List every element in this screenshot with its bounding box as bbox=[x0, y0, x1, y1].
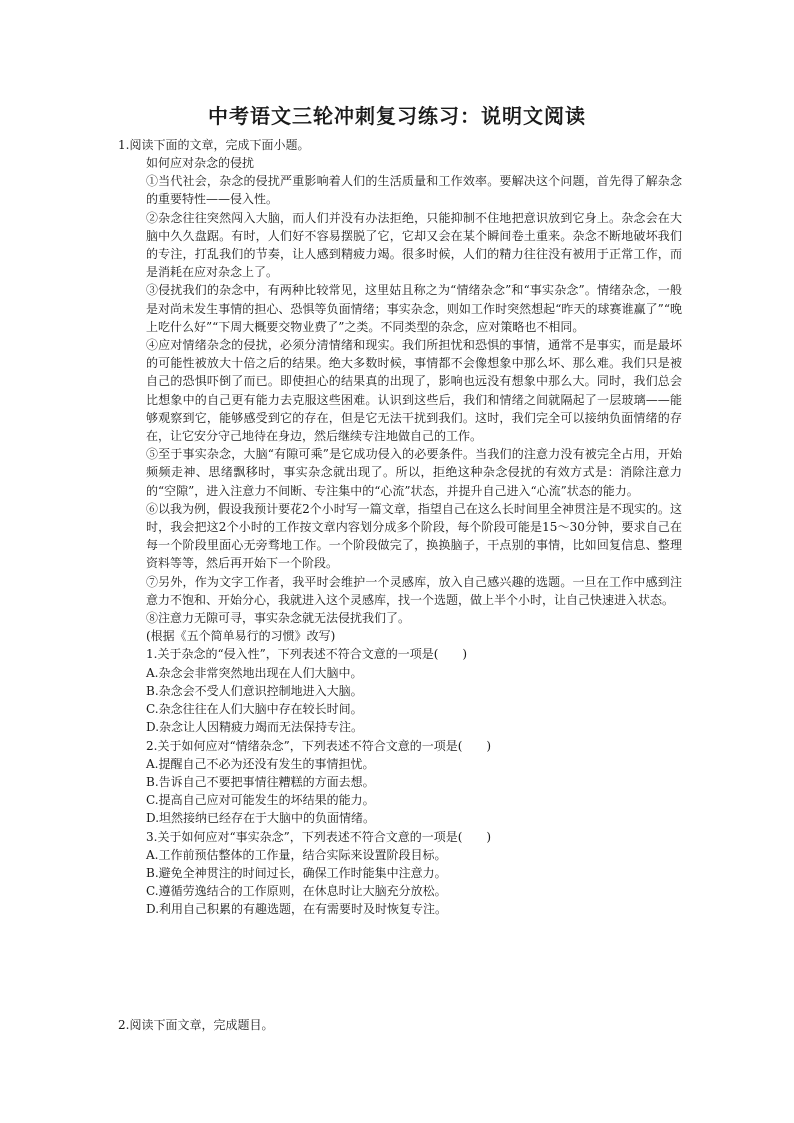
option: B.避免全神贯注的时间过长，确保工作时能集中注意力。 bbox=[146, 865, 447, 880]
option: B.杂念会不受人们意识控制地进入大脑。 bbox=[146, 683, 363, 698]
subquestion-stem: 1.关于杂念的“侵入性”，下列表述不符合文意的一项是( ) bbox=[146, 647, 468, 662]
article-paragraph: ⑥以我为例，假设我预计要花2个小时写一篇文章，指望自己在这么长时间里全神贯注是不现实的。这时，我会把这2个小时的工作按文章内容划分成多个阶段，每个阶段可能是15～30分钟，要求自己在每一个阶段里面心无旁骛地工作。一个阶段做完了，换换脑子，干点别的事情，比如回复信息、整理资料等等，然后再开始下一个阶段。 bbox=[146, 501, 682, 571]
article-paragraph: ①当代社会，杂念的侵扰严重影响着人们的生活质量和工作效率。要解决这个问题，首先得了解杂念的重要特性——侵入性。 bbox=[146, 174, 682, 207]
article-paragraph: ⑦另外，作为文字工作者，我平时会维护一个灵感库，放入自己感兴趣的选题。一旦在工作中感到注意力不饱和、开始分心，我就进入这个灵感库，找一个选题，做上半个小时，让自己快速进入状态。 bbox=[146, 574, 682, 607]
option: C.遵循劳逸结合的工作原则，在休息时让大脑充分放松。 bbox=[146, 884, 447, 899]
option: A.工作前预估整体的工作量，结合实际来设置阶段目标。 bbox=[146, 847, 447, 862]
article-paragraph: ⑧注意力无隙可寻，事实杂念就无法侵扰我们了。 bbox=[146, 611, 411, 626]
article-paragraph: ④应对情绪杂念的侵扰，必须分清情绪和现实。我们所担忧和恐惧的事情，通常不是事实，而是最坏的可能性被放大十倍之后的结果。绝大多数时候，事情都不会像想象中那么坏、那么难。我们只是被自己的恐惧吓倒了而已。即使担心的结果真的出现了，影响也远没有想象中那么大。同时，我们总会比想象中的自己更有能力去克服这些困难。认识到这些后，我们和情绪之间就隔起了一层玻璃——能够观察到它，能够感受到它的存在，但是它无法干扰到我们。这时，我们完全可以接纳负面情绪的存在，让它安分守己地待在身边，然后继续专注地做自己的工作。 bbox=[146, 338, 682, 444]
option: C.杂念往往在人们大脑中存在较长时间。 bbox=[146, 702, 363, 717]
article-paragraph: ③侵扰我们的杂念中，有两种比较常见，这里姑且称之为“情绪杂念”和“事实杂念”。情绪杂念，一般是对尚未发生事情的担心、恐惧等负面情绪；事实杂念，则如工作时突然想起“昨天的球赛谁赢了”“晚上吃什么好”“下周大概要交物业费了”之类。不同类型的杂念，应对策略也不相同。 bbox=[146, 283, 682, 334]
question-2-prompt: 2.阅读下面文章，完成题目。 bbox=[118, 1018, 274, 1032]
option: D.坦然接纳已经存在于大脑中的负面情绪。 bbox=[146, 811, 376, 826]
question-1-prompt: 1.阅读下面的文章，完成下面小题。 bbox=[118, 138, 310, 152]
option: C.提高自己应对可能发生的坏结果的能力。 bbox=[146, 793, 375, 808]
option: B.告诉自己不要把事情往糟糕的方面去想。 bbox=[146, 774, 375, 789]
subquestion-stem: 2.关于如何应对“情绪杂念”，下列表述不符合文意的一项是( ) bbox=[146, 738, 492, 753]
question-1-body bbox=[146, 154, 682, 919]
option: D.杂念让人因精疲力竭而无法保持专注。 bbox=[146, 720, 364, 735]
article-paragraph: ②杂念往往突然闯入大脑，而人们并没有办法拒绝，只能抑制不住地把意识放到它身上。杂念会在大脑中久久盘踞。有时，人们好不容易摆脱了它，它却又会在某个瞬间卷土重来。杂念不断地破坏我们的专注，打乱我们的节奏，让人感到精疲力竭。很多时候，人们的精力往往没有被用于正常工作，而是消耗在应对杂念上了。 bbox=[146, 210, 682, 280]
option: D.利用自己积累的有趣选题，在有需要时及时恢复专注。 bbox=[146, 902, 448, 917]
subquestion-stem: 3.关于如何应对“事实杂念”，下列表述不符合文意的一项是( ) bbox=[146, 829, 492, 844]
option: A.提醒自己不必为还没有发生的事情担忧。 bbox=[146, 756, 375, 771]
option: A.杂念会非常突然地出现在人们大脑中。 bbox=[146, 665, 363, 680]
article-source: (根据《五个简单易行的习惯》改写) bbox=[146, 629, 336, 644]
article-paragraph: ⑤至于事实杂念，大脑“有隙可乘”是它成功侵入的必要条件。当我们的注意力没有被完全占用，开始频频走神、思绪飘移时，事实杂念就出现了。所以，拒绝这种杂念侵扰的有效方式是：消除注意力的“空隙”，进入注意力不间断、专注集中的“心流”状态，并提升自己进入“心流”状态的能力。 bbox=[146, 447, 682, 498]
article-title: 如何应对杂念的侵扰 bbox=[146, 156, 255, 170]
page-title: 中考语文三轮冲刺复习练习：说明文阅读 bbox=[208, 104, 586, 128]
